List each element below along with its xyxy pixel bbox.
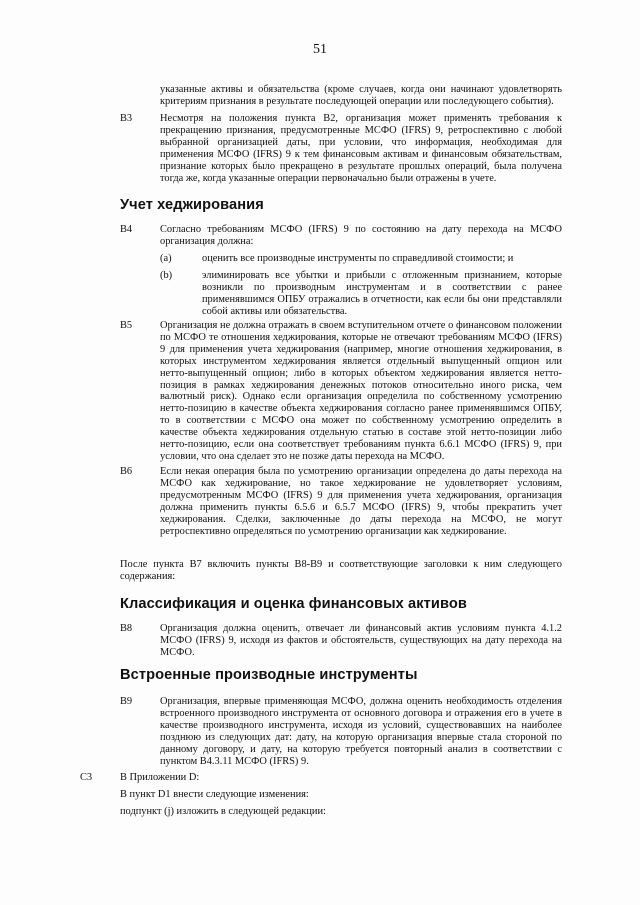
heading-hedging: Учет хеджирования bbox=[120, 197, 264, 213]
c3-line-1: В Приложении D: bbox=[120, 772, 200, 783]
list-item-a: оценить все производные инструменты по справедливой стоимости; и bbox=[202, 253, 514, 264]
heading-classification: Классификация и оценка финансовых активов bbox=[120, 596, 467, 612]
paragraph-label-b5: B5 bbox=[120, 320, 133, 331]
paragraph-b5: Организация не должна отражать в своем вступительном отчете о финансовом положении по МСФО те отношения хеджирования, которые не отвечают требованиям МСФО (IFRS) 9 для применения учета хеджирования (например, многие отношения хеджирования, в которых инструментом хеджирования является отдельный выпущенный опцион или нетто-выпущенный опцион; либо в которых объектом хеджирования является нетто-позиция в рамках хеджирования денежных потоков относительно иного риска, чем валютный риск). Однако если организация определила по собственному усмотрению нетто-позицию в качестве объекта хеджирования согласно ранее применявшимся ОПБУ, то в соответствии с МСФО она может по собственному усмотрению определить в качестве объекта хеджирования отдельную статью в составе этой нетто-позиции либо нетто-позицию, если она соответствует требованиям пункта 6.6.1 МСФО (IFRS) 9, при условии, что она сделает это не позже даты перехода на МСФО. bbox=[160, 320, 562, 462]
paragraph-label-b4: B4 bbox=[120, 224, 133, 235]
list-marker-b: (b) bbox=[160, 270, 173, 281]
page-number: 51 bbox=[313, 42, 327, 57]
paragraph-b3: Несмотря на положения пункта B2, организация может применять требования к прекращению признания, предусмотренные МСФО (IFRS) 9, ретроспективно с любой выбранной организацией даты, при условии, что информация, необходимая для применения МСФО (IFRS) 9 к тем финансовым активам и финансовым обязательствам, признание которых было прекращено в результате прошлых операций, была получена тогда же, когда указанные операции первоначально были отражены в учете. bbox=[160, 113, 562, 184]
paragraph-label-b9: B9 bbox=[120, 696, 133, 707]
insertion-note: После пункта B7 включить пункты B8-B9 и соответствующие заголовки к ним следующего содержания: bbox=[120, 559, 562, 582]
list-item-b: элиминировать все убытки и прибыли с отложенным признанием, которые возникли по производным инструментам и в соответствии с ранее применявшимся ОПБУ отражались в отчетности, как если бы они представляли собой активы или обязательства. bbox=[202, 270, 562, 317]
paragraph-label-b3: B3 bbox=[120, 113, 133, 124]
paragraph-b8: Организация должна оценить, отвечает ли финансовый актив условиям пункта 4.1.2 МСФО (IFRS) 9, исходя из фактов и обстоятельств, существующих на дату перехода на МСФО. bbox=[160, 623, 562, 658]
c3-line-2: В пункт D1 внести следующие изменения: bbox=[120, 789, 309, 800]
paragraph-b9: Организация, впервые применяющая МСФО, должна оценить необходимость отделения встроенного производного инструмента от основного договора и отражения его в учете в качестве производного инструмента, исходя из условий, существовавших на наиболее позднюю из следующих дат: дату, на которую организация впервые стала стороной по данному договору, и дату, на которую требуется повторный анализ в соответствии с пунктом B4.3.11 МСФО (IFRS) 9. bbox=[160, 696, 562, 767]
c3-line-3: подпункт (j) изложить в следующей редакции: bbox=[120, 806, 326, 817]
intro-continuation: указанные активы и обязательства (кроме случаев, когда они начинают удовлетворять критериям признания в результате последующей операции или последующего события). bbox=[160, 84, 562, 107]
paragraph-b4: Согласно требованиям МСФО (IFRS) 9 по состоянию на дату перехода на МСФО организация должна: bbox=[160, 224, 562, 247]
paragraph-label-c3: C3 bbox=[80, 772, 93, 783]
heading-embedded-derivatives: Встроенные производные инструменты bbox=[120, 667, 418, 683]
list-marker-a: (a) bbox=[160, 253, 172, 264]
paragraph-label-b6: B6 bbox=[120, 466, 133, 477]
paragraph-label-b8: B8 bbox=[120, 623, 133, 634]
paragraph-b6: Если некая операция была по усмотрению организации определена до даты перехода на МСФО как хеджирование, но такое хеджирование не удовлетворяет условиям, предусмотренным МСФО (IFRS) 9 для применения учета хеджирования, организация должна применить пункты 6.5.6 и 6.5.7 МСФО (IFRS) 9, чтобы прекратить учет хеджирования. Сделки, заключенные до даты перехода на МСФО, не могут ретроспективно определяться по усмотрению организации как хеджирование. bbox=[160, 466, 562, 537]
